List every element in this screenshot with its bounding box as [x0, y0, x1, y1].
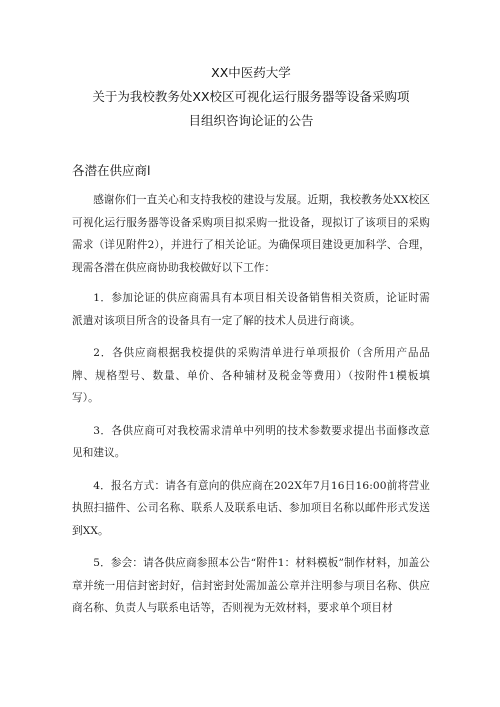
- document-title: [72, 0, 430, 133]
- recipient-salutation: 各潜在供应商l: [72, 163, 151, 178]
- title-line-subject-1: 关于为我校教务处XX校区可视化运行服务器等设备采购项: [92, 89, 410, 104]
- paragraph-item-3: 3．各供应商可对我校需求清单中列明的技术参数要求提出书面修改意见和建议。: [72, 424, 430, 459]
- paragraph-item-5: 5．参会：请各供应商参照本公告“附件1：材料模板”制作材料，加盖公章并统一用信封密封好，信封密封处需加盖公章并注明参与项目名称、供应商名称、负责人与联系电话等，否则视为无效材料，要求单个项目材: [72, 557, 430, 614]
- title-line-subject-2: 目组织咨询论证的公告: [188, 113, 314, 128]
- paragraph-intro: 感谢你们一直关心和支持我校的建设与发展。近期，我校教务处XX校区可视化运行服务器等设备采购项目拟采购一批设备，现拟订了该项目的采购需求（详见附件2），并进行了相关论证。为确保项目建设更加科学、合理，现需各潜在供应商协助我校做好以下工作：: [72, 194, 430, 274]
- title-line-university: XX中医药大学: [211, 65, 291, 80]
- document-body: [72, 189, 430, 620]
- paragraph-item-4: 4．报名方式：请各有意向的供应商在202X年7月16日16:00前将营业执照扫描件、公司名称、联系人及联系电话、参加项目名称以邮件形式发送到XX。: [72, 479, 430, 537]
- paragraph-item-1: 1．参加论证的供应商需具有本项目相关设备销售相关资质，论证时需派遣对该项目所含的设备具有一定了解的技术人员进行商谈。: [72, 292, 430, 327]
- paragraph-item-2: 2．各供应商根据我校提供的采购清单进行单项报价（含所用产品品牌、规格型号、数量、单价、各种辅材及税金等费用）（按附件1模板填写）。: [72, 347, 430, 404]
